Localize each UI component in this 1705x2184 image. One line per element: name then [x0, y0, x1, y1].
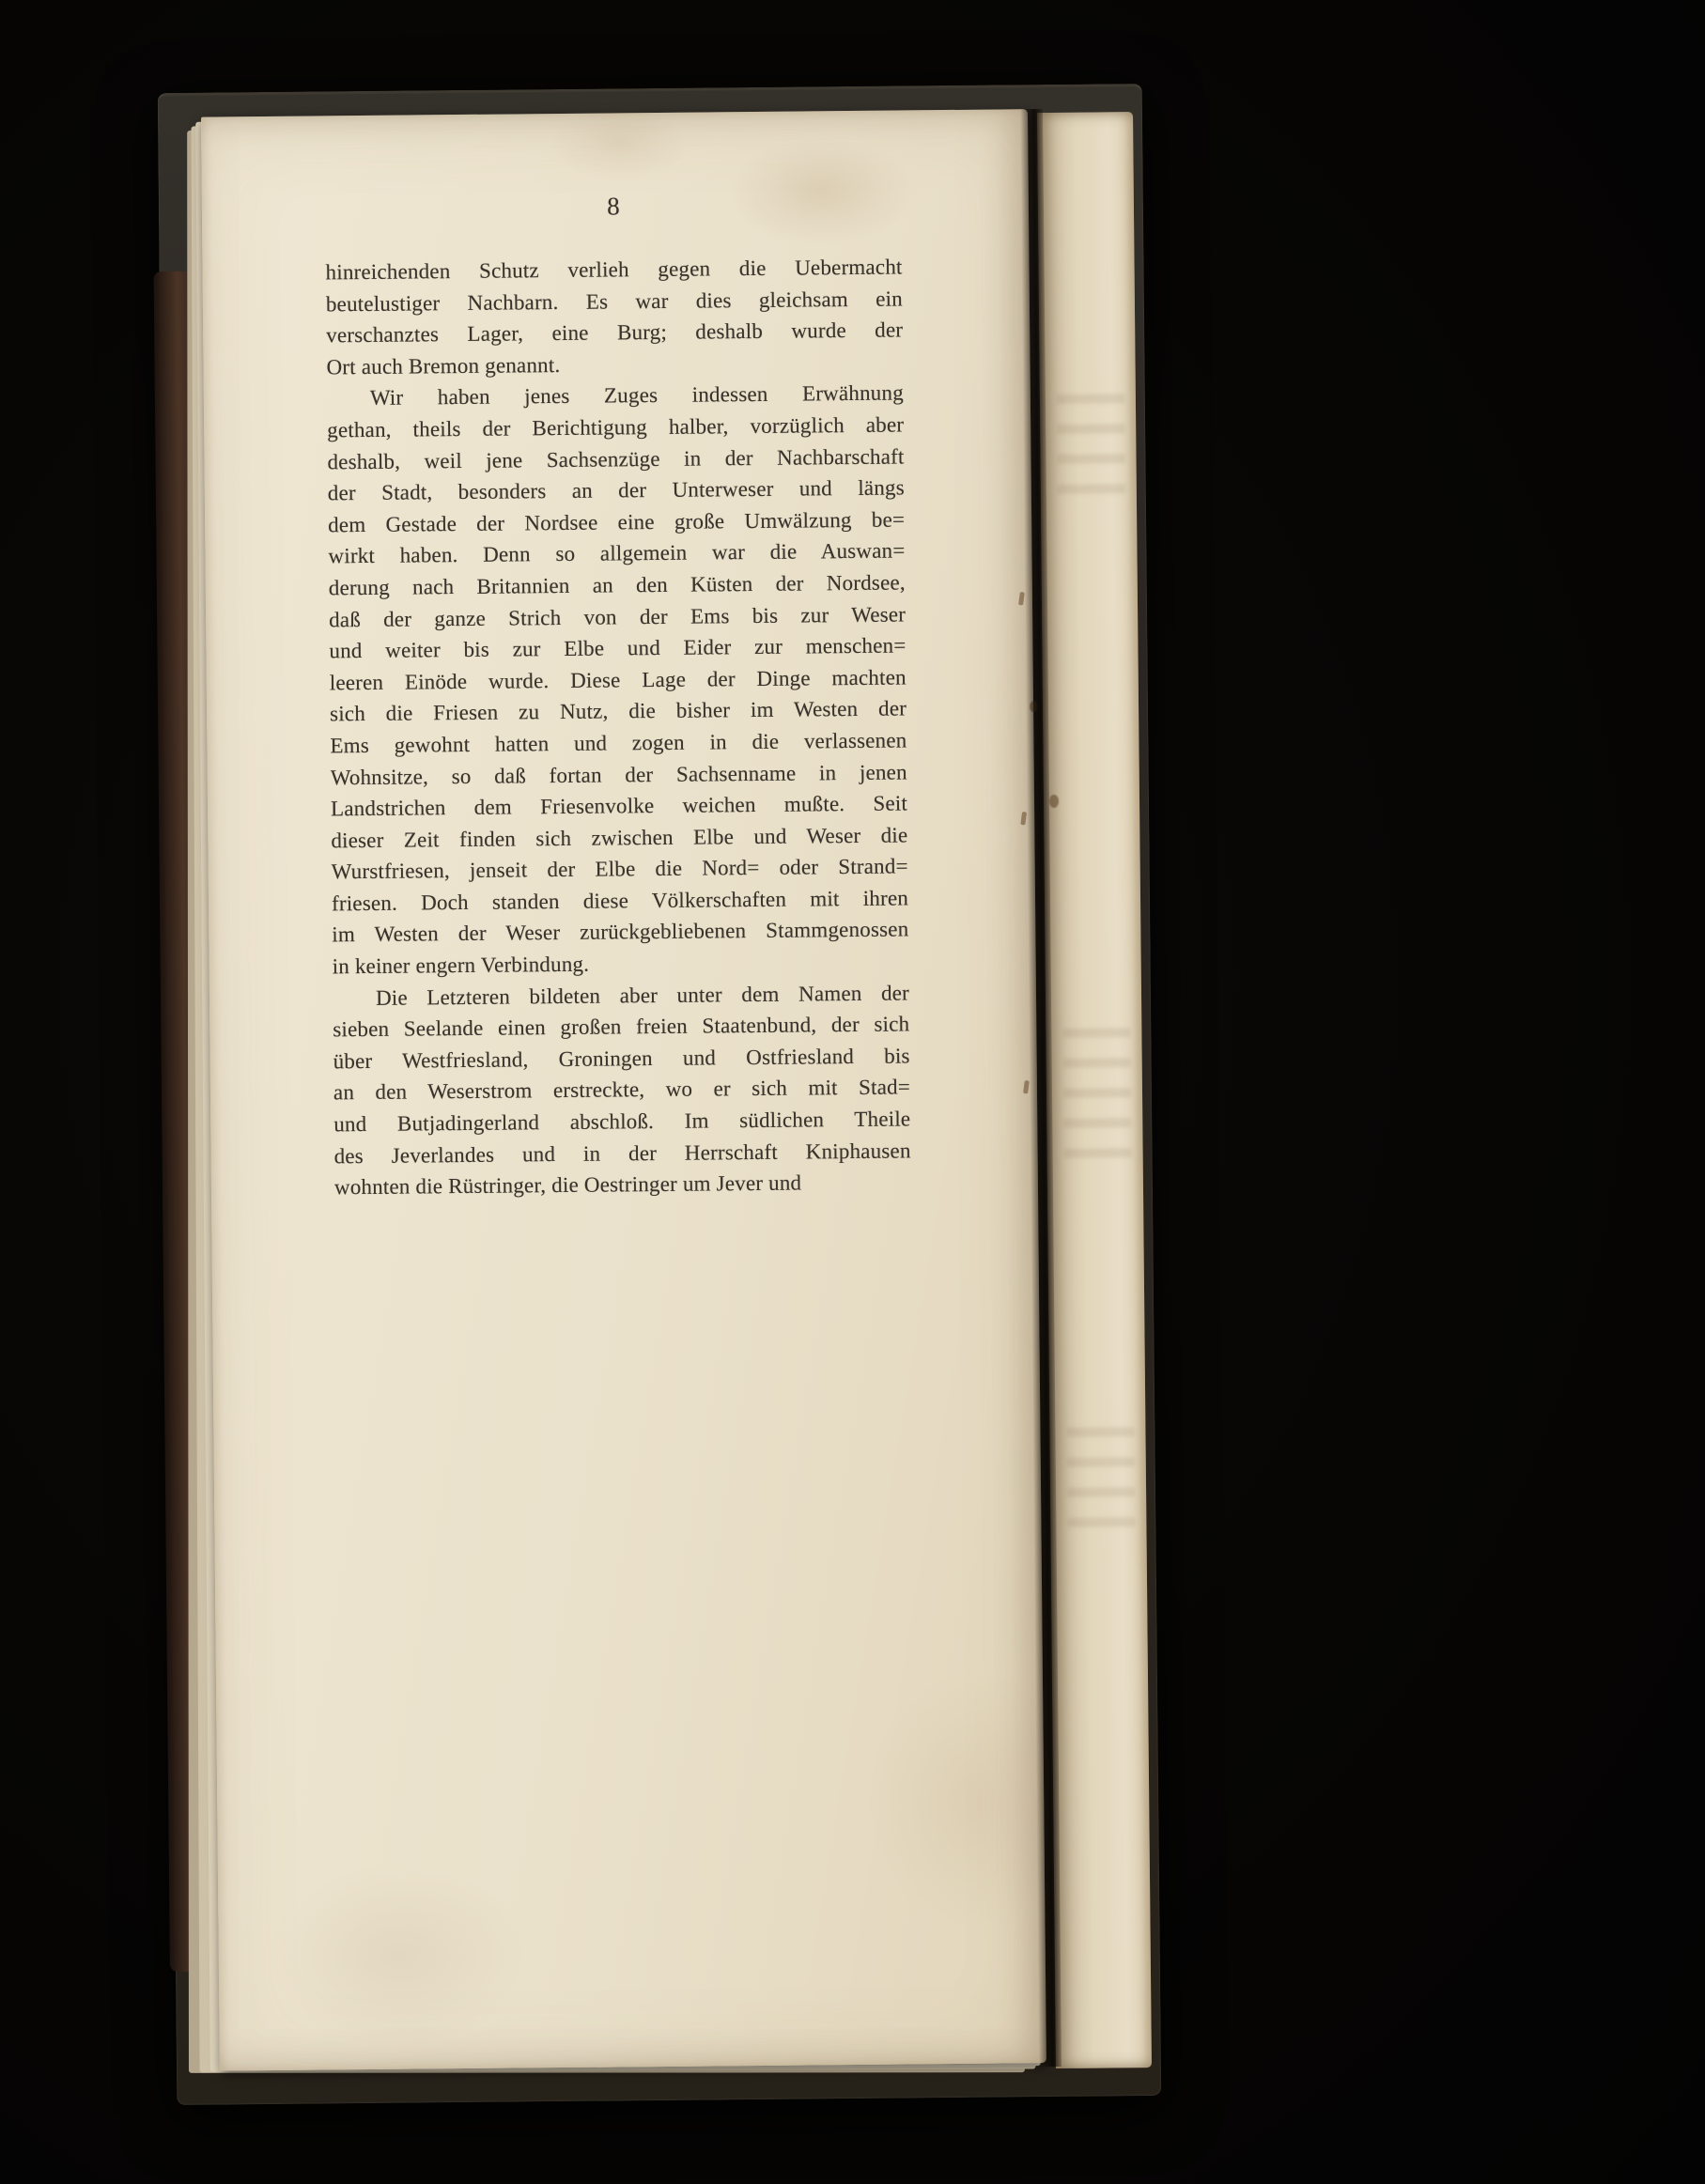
text-line: im Westen der Weser zurückgebliebenen Stammgenossen: [332, 917, 909, 947]
text-line: hinreichenden Schutz verlieh gegen die Uebermacht: [325, 255, 903, 285]
text-line: Die Letzteren bildeten aber unter dem Namen der: [375, 981, 910, 1010]
text-line: dem Gestade der Nordsee eine große Umwälzung be=: [328, 507, 906, 537]
ghost-text: [1057, 394, 1125, 507]
text-line: Ems gewohnt hatten und zogen in die verlassenen: [330, 728, 907, 758]
text-line: über Westfriesland, Groningen und Ostfriesland bis: [333, 1044, 910, 1074]
text-line: und weiter bis zur Elbe und Eider zur menschen=: [329, 633, 907, 663]
paragraph: [327, 378, 909, 983]
ghost-text: [1066, 1427, 1135, 1541]
text-line: sich die Friesen zu Nutz, die bisher im Westen der: [329, 696, 907, 726]
text-line: leeren Einöde wurde. Diese Lage der Dinge machten: [329, 665, 907, 695]
binding-stitch: [1020, 812, 1027, 826]
foxing-stain: [265, 1861, 530, 2052]
binding-stitch: [1023, 1080, 1030, 1094]
text-line: Wohnsitze, so daß fortan der Sachsenname in jenen: [330, 759, 907, 789]
text-line: Wir haben jenes Zuges indessen Erwähnung: [369, 380, 904, 410]
text-line: gethan, theils der Berichtigung halber, vorzüglich aber: [327, 412, 905, 442]
book: [158, 84, 1162, 2105]
text-line: daß der ganze Strich von der Ems bis zur Weser: [329, 601, 907, 631]
paragraph: [333, 977, 911, 1203]
ink-speck: [1049, 795, 1059, 808]
ghost-text: [1062, 1028, 1131, 1160]
text-line: beutelustiger Nachbarn. Es war dies gleichsam ein: [325, 287, 903, 316]
text-line: und Butjadingerland abschloß. Im südlichen Theile: [333, 1107, 911, 1137]
page-number: 8: [607, 192, 620, 221]
text-line: an den Weserstrom erstreckte, wo er sich mit Stad=: [333, 1075, 911, 1105]
text-line: Ort auch Bremon genannt.: [326, 352, 561, 379]
text-block: [325, 251, 911, 1203]
text-line: wirkt haben. Denn so allgemein war die Auswan=: [328, 538, 906, 568]
text-line: dieser Zeit finden sich zwischen Elbe und Weser die: [331, 823, 908, 853]
text-line: Wurstfriesen, jenseit der Elbe die Nord= oder Strand=: [331, 854, 908, 884]
text-line: wohnten die Rüstringer, die Oestringer um Jever und: [333, 1170, 802, 1200]
text-line: Landstrichen dem Friesenvolke weichen mußte. Seit: [330, 791, 908, 821]
paragraph: [325, 251, 903, 382]
book-page-left: [201, 109, 1046, 2070]
text-line: in keiner engern Verbindung.: [332, 952, 590, 979]
text-line: der Stadt, besonders an der Unterweser und längs: [327, 475, 905, 505]
text-line: derung nach Britannien an den Küsten der Nordsee,: [328, 570, 906, 600]
text-line: sieben Seelande einen großen freien Staatenbund, der sich: [333, 1012, 910, 1042]
text-line: deshalb, weil jene Sachsenzüge in der Nachbarschaft: [327, 444, 905, 473]
text-line: friesen. Doch standen diese Völkerschaften mit ihren: [331, 886, 909, 916]
text-line: des Jeverlandes und in der Herrschaft Kniphausen: [333, 1138, 911, 1168]
text-line: verschanztes Lager, eine Burg; deshalb wurde der: [326, 318, 904, 348]
foxing-stain: [549, 105, 690, 181]
binding-stitch: [1018, 592, 1025, 606]
